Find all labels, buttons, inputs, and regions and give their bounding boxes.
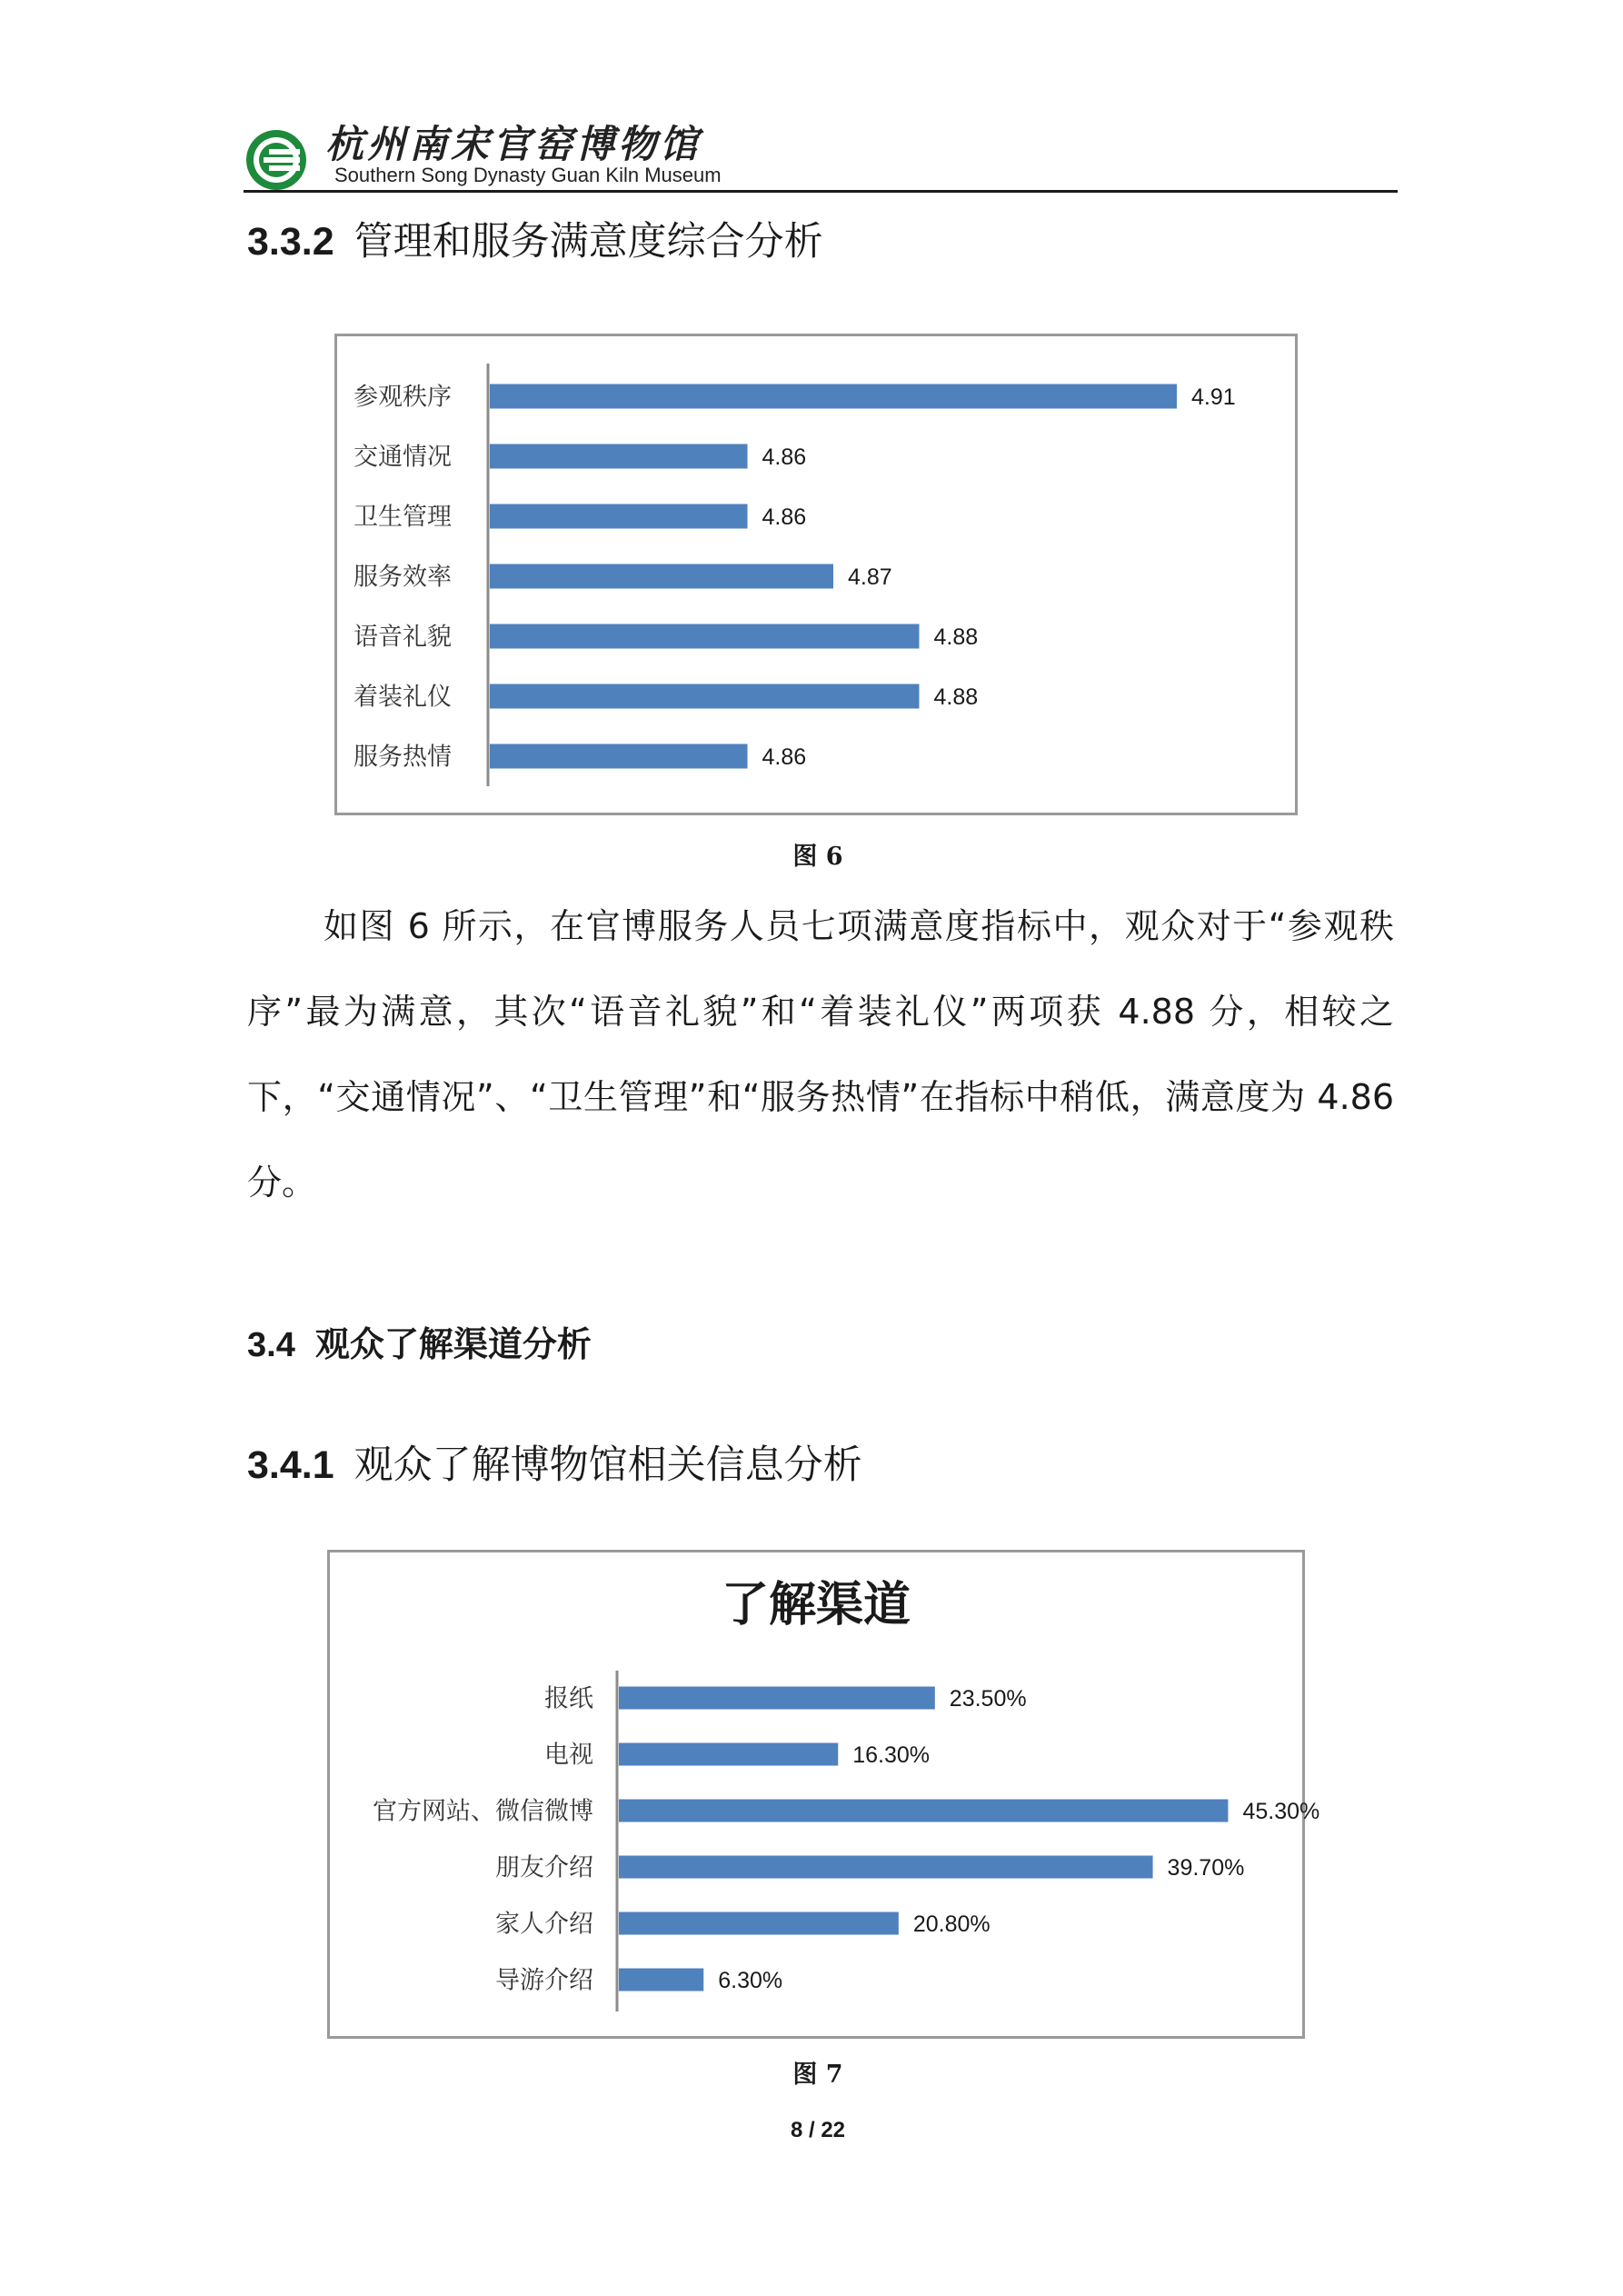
satisfaction-data-label: 4.86 (762, 444, 807, 470)
channel-bar (619, 1856, 1153, 1879)
channel-bar-chart (327, 1550, 1320, 2039)
body-paragraph: 如图 6 所示，在官博服务人员七项满意度指标中，观众对于“参观秩序”最为满意，其次“语音礼貌”和“着装礼仪”两项获 4.88 分，相较之下，“交通情况”、“卫生管理”和“服务热情”在指标中稍低，满意度为 4.86 分。 (247, 906, 1394, 1203)
org-name-english: Southern Song Dynasty Guan Kiln Museum (334, 164, 722, 186)
satisfaction-category-label: 语音礼貌 (353, 623, 452, 652)
satisfaction-bar (490, 744, 748, 769)
satisfaction-bar (490, 384, 1177, 409)
satisfaction-category-label: 服务热情 (353, 743, 452, 772)
satisfaction-category-label: 交通情况 (353, 443, 452, 472)
museum-logo-icon (244, 127, 309, 193)
section-title: 管理和服务满意度综合分析 (353, 219, 823, 265)
header-divider (244, 190, 1398, 193)
satisfaction-category-label: 着装礼仪 (353, 683, 452, 712)
satisfaction-data-label: 4.88 (933, 684, 979, 710)
channel-category-label: 报纸 (544, 1684, 593, 1713)
page-number: 8 / 22 (790, 2118, 846, 2142)
satisfaction-data-label: 4.87 (848, 564, 892, 590)
channel-bar (619, 1800, 1228, 1822)
channel-category-label: 官方网站、微信微博 (373, 1797, 593, 1826)
satisfaction-category-label: 参观秩序 (353, 383, 452, 412)
channel-category-label: 家人介绍 (495, 1910, 593, 1939)
satisfaction-bar (490, 564, 833, 589)
figure-6-caption: 图 6 (792, 843, 843, 871)
section-title: 观众了解渠道分析 (314, 1324, 592, 1364)
satisfaction-category-label: 卫生管理 (353, 503, 452, 532)
section-number: 3.4.1 (247, 1443, 334, 1487)
section-heading-3-4 (247, 1316, 592, 1366)
channel-data-label: 16.30% (852, 1742, 931, 1768)
satisfaction-category-label: 服务效率 (353, 563, 452, 592)
satisfaction-bar-chart (334, 334, 1298, 815)
section-number: 3.3.2 (247, 220, 334, 264)
channel-bar (619, 1912, 899, 1935)
satisfaction-data-label: 4.86 (762, 744, 807, 770)
channel-bar (619, 1743, 838, 1766)
section-heading-3-3-2 (247, 211, 823, 266)
satisfaction-chart-svg (337, 336, 1295, 813)
channel-category-label: 朋友介绍 (495, 1853, 593, 1882)
section-heading-3-4-1 (247, 1434, 862, 1490)
channel-category-label: 电视 (544, 1741, 593, 1770)
satisfaction-bar (490, 684, 920, 709)
channel-data-label: 45.30% (1242, 1799, 1320, 1824)
org-name-chinese: 杭州南宋官窑博物馆 (325, 122, 702, 166)
satisfaction-bar (490, 444, 748, 469)
channel-chart-title: 了解渠道 (721, 1578, 911, 1632)
channel-category-label: 导游介绍 (495, 1966, 593, 1995)
channel-chart-svg (330, 1552, 1320, 2036)
channel-bar (619, 1969, 703, 1992)
channel-data-label: 23.50% (949, 1686, 1027, 1712)
satisfaction-bar (490, 504, 748, 529)
channel-bar (619, 1687, 935, 1710)
channel-data-label: 39.70% (1167, 1855, 1245, 1881)
figure-7-caption: 图 7 (792, 2061, 843, 2089)
satisfaction-data-label: 4.86 (762, 504, 807, 530)
satisfaction-data-label: 4.91 (1191, 384, 1236, 410)
channel-data-label: 20.80% (912, 1912, 991, 1937)
satisfaction-data-label: 4.88 (933, 624, 979, 650)
page-header (244, 107, 1398, 195)
channel-data-label: 6.30% (718, 1968, 783, 1993)
section-title: 观众了解博物馆相关信息分析 (353, 1442, 862, 1488)
satisfaction-bar (490, 624, 920, 649)
section-number: 3.4 (247, 1326, 295, 1364)
